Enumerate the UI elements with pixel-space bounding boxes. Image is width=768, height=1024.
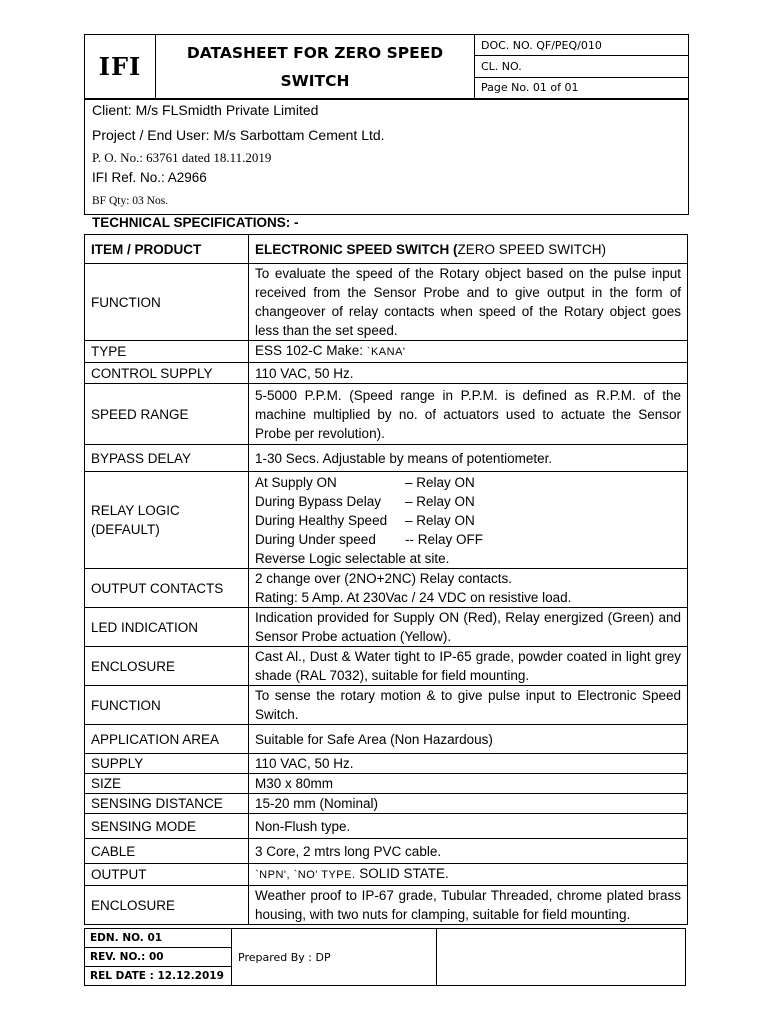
page-number: Page No. 01 of 01 xyxy=(475,77,689,98)
supply-label: SUPPLY xyxy=(85,754,249,774)
title-line-1: DATASHEET FOR ZERO SPEED xyxy=(186,43,444,62)
ifi-reference: IFI Ref. No.: A2966 xyxy=(92,170,207,185)
table-row xyxy=(85,725,688,754)
footer-blank-cell xyxy=(437,929,686,986)
table-row xyxy=(85,754,688,774)
table-row xyxy=(85,686,688,725)
sensor-function-value: To sense the rotary motion & to give pulse input to Electronic Speed Switch. xyxy=(249,686,688,725)
doc-number: DOC. NO. QF/PEQ/010 xyxy=(475,35,689,56)
control-supply-value: 110 VAC, 50 Hz. xyxy=(249,363,688,384)
table-row xyxy=(85,363,688,384)
header-item-product: ITEM / PRODUCT xyxy=(85,235,249,264)
sensor-enclosure-value: Weather proof to IP-67 grade, Tubular Threaded, chrome plated brass housing, with two nuts for clamping, suitable for field mounting. xyxy=(249,886,688,925)
relay-logic-note: Reverse Logic selectable at site. xyxy=(255,550,450,566)
sensing-distance-value: 15-20 mm (Nominal) xyxy=(249,794,688,814)
company-logo: IFI xyxy=(98,52,142,81)
bypass-delay-value: 1-30 Secs. Adjustable by means of potentiometer. xyxy=(249,445,688,472)
relay-logic-value xyxy=(249,472,688,569)
title-line-2: SWITCH xyxy=(280,71,350,90)
sensing-mode-label: SENSING MODE xyxy=(85,814,249,839)
project-name: Project / End User: M/s Sarbottam Cement Ltd. xyxy=(92,127,385,143)
technical-specifications-heading: TECHNICAL SPECIFICATIONS: - xyxy=(92,215,299,230)
table-row xyxy=(85,445,688,472)
size-label: SIZE xyxy=(85,774,249,794)
application-area-label: APPLICATION AREA xyxy=(85,725,249,754)
cl-number: CL. NO. xyxy=(475,56,689,77)
cable-value: 3 Core, 2 mtrs long PVC cable. xyxy=(249,839,688,864)
speed-range-label: SPEED RANGE xyxy=(85,384,249,445)
table-row xyxy=(85,341,688,363)
sensing-distance-label: SENSING DISTANCE xyxy=(85,794,249,814)
table-row xyxy=(85,264,688,341)
type-value: ESS 102-C Make: `KANA' xyxy=(249,341,688,363)
table-row xyxy=(85,794,688,814)
supply-value: 110 VAC, 50 Hz. xyxy=(249,754,688,774)
table-row xyxy=(85,774,688,794)
table-row xyxy=(85,235,688,264)
relay-logic-row: During Under speed -- Relay OFF xyxy=(255,531,484,547)
size-value: M30 x 80mm xyxy=(249,774,688,794)
document-footer xyxy=(84,928,686,986)
relay-logic-row: At Supply ON – Relay ON xyxy=(255,474,475,490)
edition-number: EDN. NO. 01 xyxy=(85,929,232,948)
table-row xyxy=(85,864,688,886)
relay-logic-label: RELAY LOGIC (DEFAULT) xyxy=(85,472,249,569)
sensor-function-label: FUNCTION xyxy=(85,686,249,725)
client-info-box xyxy=(84,99,689,215)
table-row xyxy=(85,839,688,864)
sensor-enclosure-label: ENCLOSURE xyxy=(85,886,249,925)
bypass-delay-label: BYPASS DELAY xyxy=(85,445,249,472)
release-date: REL DATE : 12.12.2019 xyxy=(85,967,232,986)
po-number: P. O. No.: 63761 dated 18.11.2019 xyxy=(92,150,272,165)
table-row xyxy=(85,647,688,686)
function-label: FUNCTION xyxy=(85,264,249,341)
client-name: Client: M/s FLSmidth Private Limited xyxy=(92,102,319,118)
document-title xyxy=(156,35,475,99)
prepared-by: Prepared By : DP xyxy=(232,929,437,986)
enclosure-value: Cast Al., Dust & Water tight to IP-65 grade, powder coated in light grey shade (RAL 7032), suitable for field mounting. xyxy=(249,647,688,686)
enclosure-label: ENCLOSURE xyxy=(85,647,249,686)
bf-quantity: BF Qty: 03 Nos. xyxy=(92,195,169,207)
output-label: OUTPUT xyxy=(85,864,249,886)
led-indication-value: Indication provided for Supply ON (Red), Relay energized (Green) and Sensor Probe actuation (Yellow). xyxy=(249,608,688,647)
table-row xyxy=(85,472,688,569)
output-value: `NPN', `NO' TYPE. SOLID STATE. xyxy=(249,864,688,886)
header-product-name: ELECTRONIC SPEED SWITCH (ZERO SPEED SWITCH) xyxy=(249,235,688,264)
led-indication-label: LED INDICATION xyxy=(85,608,249,647)
specifications-table xyxy=(84,234,688,925)
relay-logic-row: During Healthy Speed – Relay ON xyxy=(255,512,475,528)
table-row xyxy=(85,569,688,608)
company-logo-cell xyxy=(85,35,156,99)
control-supply-label: CONTROL SUPPLY xyxy=(85,363,249,384)
application-area-value: Suitable for Safe Area (Non Hazardous) xyxy=(249,725,688,754)
speed-range-value: 5-5000 P.P.M. (Speed range in P.P.M. is defined as R.P.M. of the machine multiplied by no. of actuators used to actuate the Sensor Probe per revolution). xyxy=(249,384,688,445)
table-row xyxy=(85,384,688,445)
type-label: TYPE xyxy=(85,341,249,363)
sensing-mode-value: Non-Flush type. xyxy=(249,814,688,839)
output-contacts-value: 2 change over (2NO+2NC) Relay contacts. Rating: 5 Amp. At 230Vac / 24 VDC on resistive load. xyxy=(249,569,688,608)
relay-logic-row: During Bypass Delay – Relay ON xyxy=(255,493,475,509)
table-row xyxy=(85,886,688,925)
document-header xyxy=(84,34,689,99)
output-contacts-label: OUTPUT CONTACTS xyxy=(85,569,249,608)
revision-number: REV. NO.: 00 xyxy=(85,948,232,967)
cable-label: CABLE xyxy=(85,839,249,864)
function-value: To evaluate the speed of the Rotary object based on the pulse input received from the Sensor Probe and to give output in the form of changeover of relay contacts when speed of the Rotary object goes less than the set speed. xyxy=(249,264,688,341)
table-row xyxy=(85,608,688,647)
table-row xyxy=(85,814,688,839)
